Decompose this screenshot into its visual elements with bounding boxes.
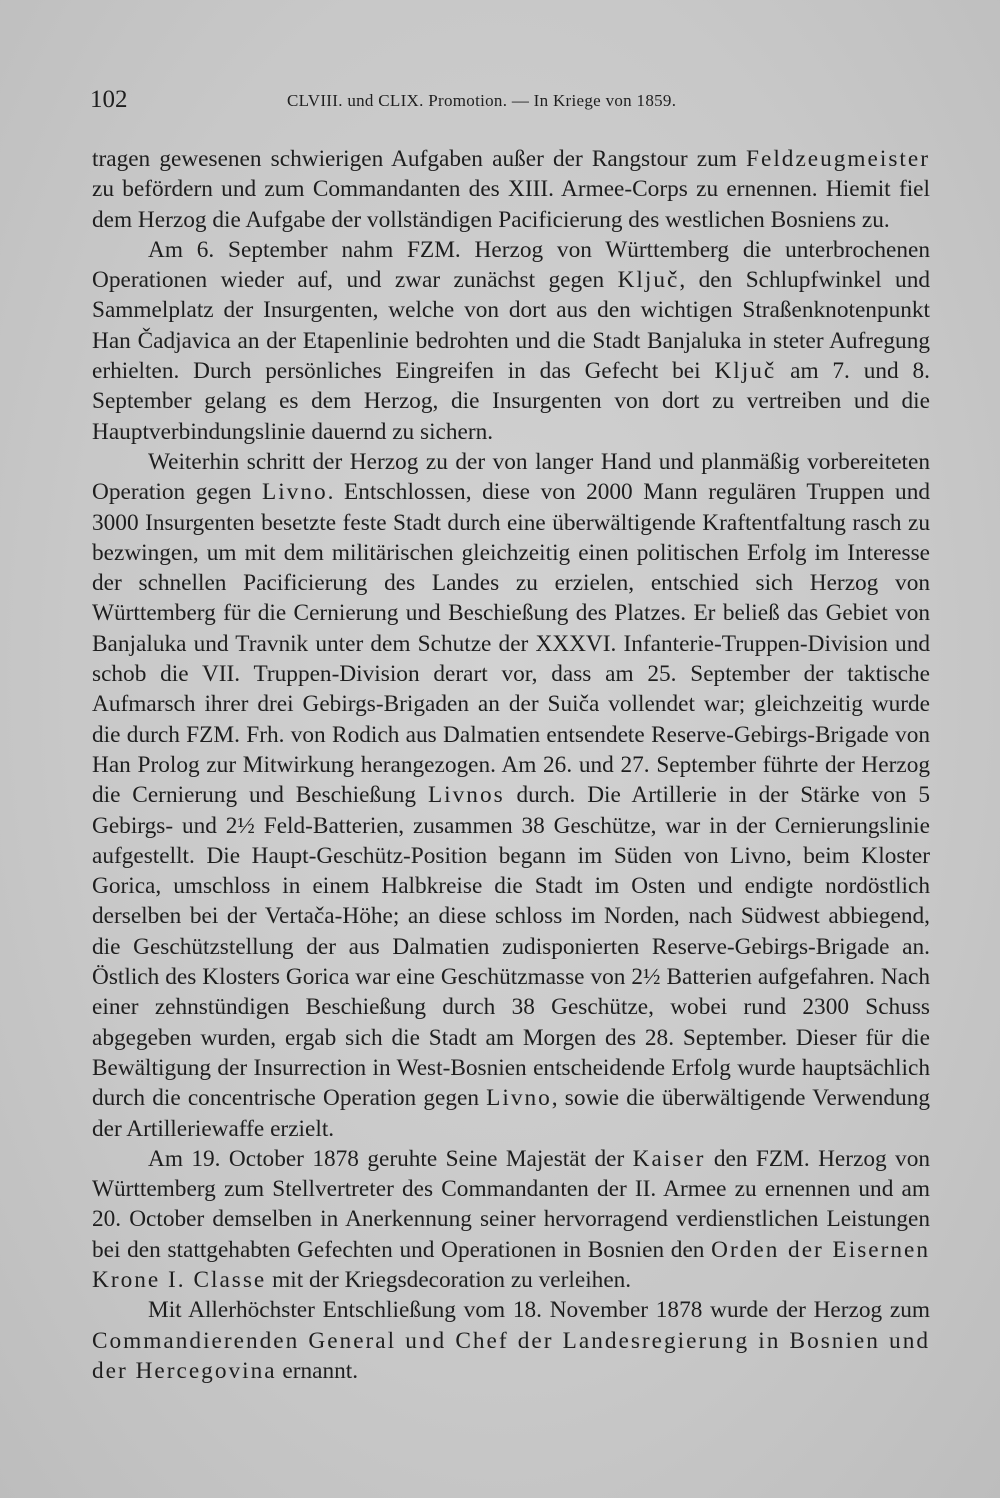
text-run: mit der Kriegsdecoration zu verleihen. xyxy=(266,1266,632,1293)
paragraph xyxy=(92,1144,930,1295)
paragraph xyxy=(92,144,930,235)
text-run: tragen gewesenen schwierigen Aufgaben außer der Rangstour zum xyxy=(92,146,747,172)
spaced-emphasis-text: Feldzeugmeister xyxy=(746,146,930,172)
text-run: Weiterhin schritt der Herzog zu der von langer Hand und planmäßig vorbereiteten Operation gegen xyxy=(92,448,930,506)
paragraph xyxy=(92,447,930,1144)
text-run: , sowie die überwältigende Verwendung der Artilleriewaffe erzielt. xyxy=(92,1085,930,1142)
spaced-emphasis-text: Ključ xyxy=(714,358,777,385)
running-title: CLVIII. und CLIX. Promotion. — In Kriege von 1859. xyxy=(287,91,677,110)
paragraph xyxy=(92,1295,930,1386)
spaced-emphasis-text: Commandierenden General und Chef der Landesregierung in Bosnien und der Hercegovina xyxy=(92,1327,930,1384)
text-run: ernannt. xyxy=(276,1357,359,1384)
spaced-emphasis-text: Orden der Eisernen Krone I. Classe xyxy=(92,1236,930,1293)
text-run: zu befördern und zum Commandanten des XIII. Armee-Corps zu ernennen. Hiemit fiel dem Herzog die Aufgabe der vollständigen Pacificierung des westlichen Bosniens zu. xyxy=(92,176,930,233)
text-run: Am 6. September nahm FZM. Herzog von Württemberg die unterbrochenen Operationen wieder auf, und zwar zunächst gegen xyxy=(92,236,930,294)
page-header xyxy=(90,86,930,116)
text-run: durch. Die Artillerie in der Stärke von 5 Gebirgs- und 2½ Feld-Batterien, zusammen 38 Geschütze, war in der Cernierungslinie aufgestellt. Die Haupt-Geschütz-Position begann im Süden von Livno, beim Kloster Gorica, umschloss in einem Halbkreise die Stadt im Osten und endigte nordöstlich derselben bei der Vertača-Höhe; an diese schloss im Norden, nach Südwest abbiegend, die Geschützstellung der aus Dalmatien zudisponierten Reserve-Gebirgs-Brigade an. Östlich des Klosters Gorica war eine Geschützmasse von 2½ Batterien aufgefahren. Nach einer zehnstündigen Beschießung durch 38 Geschütze, wobei rund 2300 Schuss abgegeben wurden, ergab sich die Stadt am Morgen des 28. September. Dieser für die Bewältigung der Insurrection in West-Bosnien entscheidende Erfolg wurde hauptsächlich durch die concentrische Operation gegen xyxy=(92,782,930,1112)
text-run: Am 19. October 1878 geruhte Seine Majestät der xyxy=(148,1145,633,1172)
spaced-emphasis-text: Livno xyxy=(261,479,328,506)
text-run: den FZM. Herzog von Württemberg zum Stellvertreter des Commandanten der II. Armee zu ernennen und am 20. October demselben in Anerkennung seiner hervorragend verdienstlichen Leistungen bei den stattgehabten Gefechten und Operationen in Bosnien den xyxy=(92,1145,930,1263)
text-run: Mit Allerhöchster Entschließung vom 18. November 1878 wurde der Herzog zum xyxy=(148,1297,930,1324)
spaced-emphasis-text: Ključ xyxy=(617,267,680,294)
paragraph xyxy=(92,235,930,447)
spaced-emphasis-text: Livnos xyxy=(427,782,505,809)
text-run: . Entschlossen, diese von 2000 Mann regulären Truppen und 3000 Insurgenten besetzte feste Stadt durch eine überwältigende Kraftentfaltung rasch zu bezwingen, um mit dem militärischen gleichzeitig einen politischen Erfolg im Interesse der schnellen Pacificierung des Landes zu erzielen, entschied sich Herzog von Württemberg für die Cernierung und Beschießung des Platzes. Er beließ das Gebiet von Banjaluka und Travnik unter dem Schutze der XXXVI. Infanterie-Truppen-Division und schob die VII. Truppen-Division derart vor, dass am 25. September der taktische Aufmarsch ihrer drei Gebirgs-Brigaden an der Suiča vollendet war; gleichzeitig wurde die durch FZM. Frh. von Rodich aus Dalmatien entsendete Reserve-Gebirgs-Brigade von Han Prolog zur Mitwirkung herangezogen. Am 26. und 27. September führte der Herzog die Cernierung und Beschießung xyxy=(92,479,930,809)
page-number: 102 xyxy=(90,86,128,113)
spaced-emphasis-text: Livno xyxy=(486,1085,552,1112)
body-text xyxy=(92,144,930,1386)
spaced-emphasis-text: Kaiser xyxy=(632,1145,706,1172)
text-run: , den Schlupfwinkel und Sammelplatz der Insurgenten, welche von dort aus den wichtigen Straßenknotenpunkt Han Čadjavica an der Etapenlinie bedrohten und die Stadt Banjaluka in steter Aufregung erhielten. Durch persönliches Eingreifen in das Gefecht bei xyxy=(92,267,930,385)
text-run: am 7. und 8. September gelang es dem Herzog, die Insurgenten von dort zu vertreiben und die Hauptverbindungslinie dauernd zu sichern. xyxy=(92,358,931,445)
